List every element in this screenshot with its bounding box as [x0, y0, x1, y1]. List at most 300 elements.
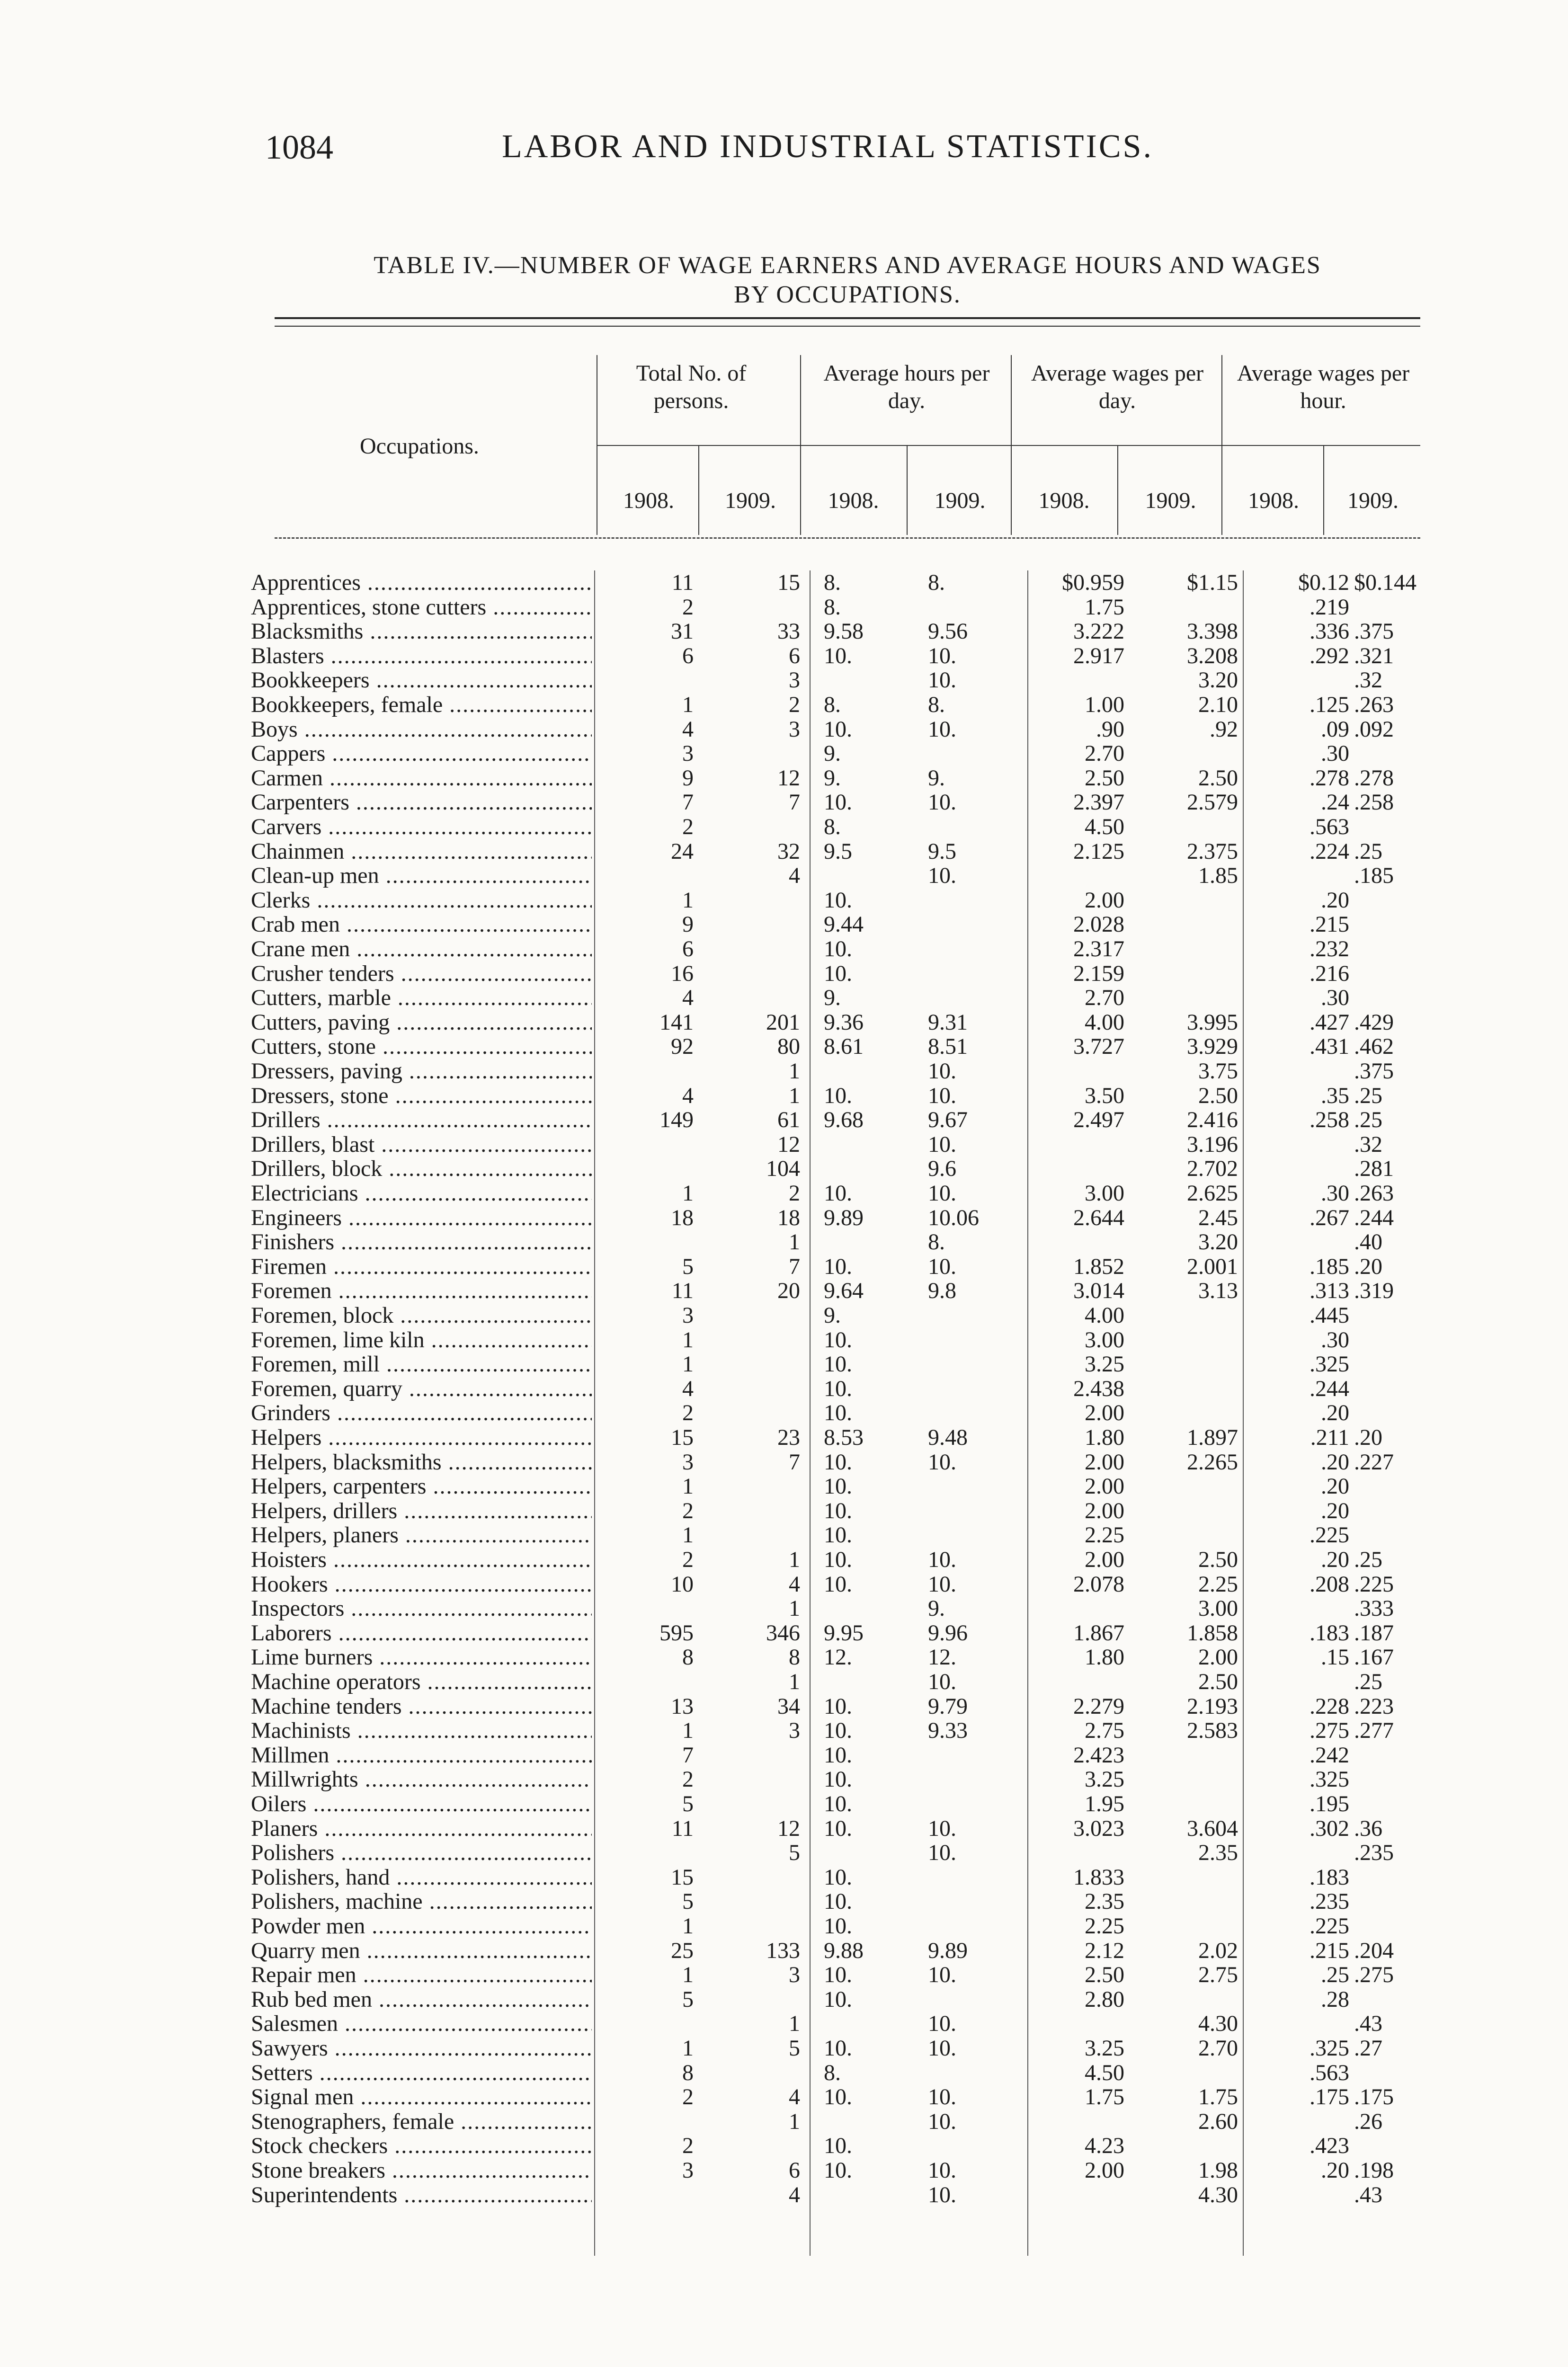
- table-cell: 2.75: [1085, 1718, 1124, 1744]
- occupation-label: Hookers .....: [251, 1572, 592, 1597]
- table-cell: 9.56: [928, 619, 968, 644]
- table-cell: 3.014: [1073, 1278, 1124, 1304]
- table-cell: 7: [789, 790, 800, 815]
- table-cell: .258: [1310, 1107, 1349, 1133]
- occupation-label: Helpers, carpenters .....: [251, 1474, 592, 1499]
- table-cell: 10.: [824, 936, 852, 961]
- table-cell: 3.13: [1198, 1278, 1238, 1304]
- table-cell: 10.: [824, 1181, 852, 1206]
- table-cell: 3: [682, 1449, 694, 1475]
- table-cell: 141: [659, 1009, 694, 1035]
- table-cell: 5: [682, 1889, 694, 1914]
- table-cell: 18: [671, 1205, 694, 1230]
- table-row: [251, 2036, 1425, 2061]
- table-cell: 3: [789, 716, 800, 742]
- table-row: [251, 1132, 1425, 1157]
- table-row: [251, 1816, 1425, 1841]
- table-cell: 33: [777, 619, 800, 644]
- table-cell: 18: [777, 1205, 800, 1230]
- table-cell: .25: [1354, 1547, 1382, 1572]
- table-cell: 2.279: [1073, 1693, 1124, 1719]
- table-cell: 2.25: [1085, 1913, 1124, 1939]
- table-cell: 10.: [928, 1571, 956, 1597]
- running-title: LABOR AND INDUSTRIAL STATISTICS.: [502, 128, 1153, 165]
- table-cell: 10.: [824, 1693, 852, 1719]
- table-cell: 13: [671, 1693, 694, 1719]
- occupation-label: Stone breakers .....: [251, 2158, 592, 2183]
- occupation-label: Sawyers .....: [251, 2036, 592, 2061]
- table-cell: 10.: [824, 2084, 852, 2110]
- table-cell: 3: [682, 2158, 694, 2183]
- table-cell: .275: [1354, 1962, 1394, 1988]
- table-cell: 9.67: [928, 1107, 968, 1133]
- occupation-label: Millmen .....: [251, 1743, 592, 1768]
- page-header: [265, 128, 1449, 189]
- occupation-label: Planers .....: [251, 1816, 592, 1841]
- table-cell: 9.: [928, 1596, 945, 1621]
- table-cell: .20: [1321, 1474, 1349, 1499]
- table-cell: 9.31: [928, 1009, 968, 1035]
- table-cell: .092: [1354, 716, 1394, 742]
- table-cell: 2.45: [1198, 1205, 1238, 1230]
- table-cell: 7: [789, 1254, 800, 1279]
- table-cell: 2.125: [1073, 838, 1124, 864]
- occupation-label: Cutters, paving .....: [251, 1010, 592, 1035]
- table-row: [251, 2158, 1425, 2183]
- table-cell: 2: [789, 1181, 800, 1206]
- table-row: [251, 912, 1425, 937]
- table-cell: .258: [1354, 790, 1394, 815]
- occupation-label: Machine operators .....: [251, 1670, 592, 1694]
- table-row: [251, 1572, 1425, 1597]
- table-cell: 2.35: [1085, 1889, 1124, 1914]
- table-cell: 8.51: [928, 1034, 968, 1059]
- table-row: [251, 1548, 1425, 1572]
- table-cell: 2.50: [1085, 1962, 1124, 1988]
- table-cell: 6: [789, 643, 800, 668]
- table-row: [251, 2109, 1425, 2134]
- occupation-label: Bookkeepers .....: [251, 668, 592, 693]
- table-cell: 3.208: [1187, 643, 1238, 668]
- table-cell: 8.: [824, 570, 841, 595]
- table-cell: .244: [1354, 1205, 1394, 1230]
- table-cell: 3.023: [1073, 1815, 1124, 1841]
- table-row: [251, 839, 1425, 864]
- table-cell: 2.50: [1198, 1547, 1238, 1572]
- table-cell: .20: [1321, 2158, 1349, 2183]
- table-cell: 10.: [824, 790, 852, 815]
- table-cell: .30: [1321, 1181, 1349, 1206]
- table-cell: 10.: [824, 643, 852, 668]
- table-cell: 2.416: [1187, 1107, 1238, 1133]
- occupation-label: Cutters, stone .....: [251, 1034, 592, 1059]
- table-cell: 2: [682, 2084, 694, 2110]
- table-cell: 1: [789, 2011, 800, 2037]
- occupation-label: Crab men .....: [251, 912, 592, 937]
- table-row: [251, 1352, 1425, 1377]
- occupation-label: Foremen, quarry .....: [251, 1377, 592, 1401]
- table-cell: .223: [1354, 1693, 1394, 1719]
- table-cell: 1.98: [1198, 2158, 1238, 2183]
- table-cell: 10.: [824, 961, 852, 986]
- table-cell: .244: [1310, 1376, 1349, 1401]
- table-row: [251, 1255, 1425, 1279]
- table-cell: 80: [777, 1034, 800, 1059]
- table-row: [251, 1889, 1425, 1914]
- occupation-label: Signal men .....: [251, 2085, 592, 2109]
- table-cell: 1: [789, 1596, 800, 1621]
- table-cell: 10.: [928, 1181, 956, 1206]
- table-row: [251, 1963, 1425, 1987]
- table-cell: 8.: [824, 594, 841, 620]
- table-cell: 3.00: [1085, 1181, 1124, 1206]
- occupation-label: Helpers, planers .....: [251, 1523, 592, 1548]
- table-cell: $0.12: [1298, 570, 1349, 595]
- occupation-label: Cutters, marble .....: [251, 986, 592, 1010]
- table-row: [251, 1450, 1425, 1475]
- table-cell: 15: [671, 1425, 694, 1450]
- table-cell: .20: [1321, 1547, 1349, 1572]
- table-title-line-2: BY OCCUPATIONS.: [734, 281, 961, 308]
- table-cell: 2.583: [1187, 1718, 1238, 1744]
- table-cell: .278: [1354, 765, 1394, 791]
- table-cell: 1.75: [1085, 2084, 1124, 2110]
- table-cell: 7: [682, 790, 694, 815]
- table-cell: 10.: [928, 2084, 956, 2110]
- occupation-label: Stenographers, female .....: [251, 2109, 592, 2134]
- table-cell: 8.: [824, 692, 841, 717]
- table-cell: 1: [682, 1474, 694, 1499]
- table-cell: .167: [1354, 1645, 1394, 1670]
- table-cell: 2.10: [1198, 692, 1238, 717]
- table-cell: 2.60: [1198, 2109, 1238, 2134]
- table-cell: .175: [1310, 2084, 1349, 2110]
- table-cell: 1: [682, 887, 694, 913]
- year-header: 1909.: [1347, 488, 1399, 513]
- table-cell: 1.75: [1085, 594, 1124, 620]
- table-cell: 9.: [928, 765, 945, 791]
- table-cell: 10.: [928, 1962, 956, 1988]
- header-divider: [698, 445, 699, 535]
- table-cell: 2.25: [1085, 1522, 1124, 1548]
- table-cell: 3.929: [1187, 1034, 1238, 1059]
- table-cell: .211: [1310, 1425, 1349, 1450]
- occupation-label: Powder men .....: [251, 1914, 592, 1939]
- header-bottom-rule: [275, 537, 1420, 539]
- occupation-label: Bookkeepers, female .....: [251, 693, 592, 717]
- table-cell: 92: [671, 1034, 694, 1059]
- total-persons-header: Total No. of persons.: [636, 361, 747, 413]
- table-cell: 9.68: [824, 1107, 864, 1133]
- table-cell: 6: [682, 643, 694, 668]
- table-cell: 2.35: [1198, 1840, 1238, 1866]
- table-row: [251, 1865, 1425, 1890]
- header-divider: [907, 445, 908, 535]
- table-cell: 23: [777, 1425, 800, 1450]
- occupation-label: Grinders .....: [251, 1401, 592, 1425]
- table-cell: .215: [1310, 912, 1349, 937]
- table-cell: .235: [1354, 1840, 1394, 1866]
- table-row: [251, 1645, 1425, 1670]
- table-cell: 10.: [824, 1449, 852, 1475]
- occupation-label: Quarry men .....: [251, 1939, 592, 1963]
- table-cell: .09: [1321, 716, 1349, 742]
- occupation-label: Chainmen .....: [251, 839, 592, 864]
- table-row: [251, 1743, 1425, 1768]
- table-cell: 2.00: [1085, 1498, 1124, 1523]
- table-cell: .24: [1321, 790, 1349, 815]
- table-cell: 2.70: [1085, 985, 1124, 1011]
- table-cell: 10.: [824, 2036, 852, 2061]
- table-row: [251, 1108, 1425, 1132]
- table-row: [251, 815, 1425, 839]
- table-cell: 2.028: [1073, 912, 1124, 937]
- table-cell: 4.50: [1085, 814, 1124, 839]
- table-cell: 3: [789, 667, 800, 693]
- table-cell: 6: [682, 936, 694, 961]
- occupation-label: Laborers .....: [251, 1621, 592, 1646]
- table-cell: 10.: [928, 1059, 956, 1084]
- table-cell: 1: [682, 1327, 694, 1353]
- occupation-label: Boys .....: [251, 717, 592, 742]
- occupation-label: Setters .....: [251, 2061, 592, 2085]
- table-cell: 10.06: [928, 1205, 979, 1230]
- table-row: [251, 2085, 1425, 2109]
- table-cell: 1.95: [1085, 1791, 1124, 1816]
- occupation-label: Electricians .....: [251, 1181, 592, 1206]
- table-cell: 2: [682, 594, 694, 620]
- table-cell: 8.: [824, 2060, 841, 2085]
- table-cell: 595: [659, 1620, 694, 1646]
- table-cell: 8.53: [824, 1425, 864, 1450]
- table-cell: 1.858: [1187, 1620, 1238, 1646]
- table-cell: 2.00: [1198, 1645, 1238, 1670]
- table-cell: 1.00: [1085, 692, 1124, 717]
- occupation-label: Foremen, lime kiln .....: [251, 1328, 592, 1353]
- occupation-label: Blacksmiths .....: [251, 619, 592, 644]
- table-cell: 3.50: [1085, 1083, 1124, 1108]
- table-cell: 10.: [928, 1449, 956, 1475]
- table-row: [251, 1939, 1425, 1963]
- table-cell: 10.: [928, 2011, 956, 2037]
- table-row: [251, 1474, 1425, 1499]
- table-cell: .185: [1354, 863, 1394, 889]
- table-row: [251, 1596, 1425, 1621]
- table-cell: 1: [682, 1181, 694, 1206]
- table-cell: 3: [682, 1303, 694, 1328]
- table-cell: 2.50: [1198, 765, 1238, 791]
- table-cell: .32: [1354, 1131, 1382, 1157]
- table-row: [251, 888, 1425, 913]
- table-cell: 104: [766, 1156, 800, 1182]
- table-cell: .175: [1354, 2084, 1394, 2110]
- table-cell: 2.70: [1085, 741, 1124, 766]
- table-cell: 2: [682, 2133, 694, 2159]
- table-cell: 2.00: [1085, 1474, 1124, 1499]
- table-cell: .225: [1310, 1913, 1349, 1939]
- table-cell: 3.20: [1198, 667, 1238, 693]
- table-cell: 3.00: [1085, 1327, 1124, 1353]
- table-cell: 10.: [928, 1815, 956, 1841]
- table-cell: 2.25: [1198, 1571, 1238, 1597]
- table-cell: .429: [1354, 1009, 1394, 1035]
- table-cell: 9: [682, 912, 694, 937]
- table-cell: .277: [1354, 1718, 1394, 1744]
- occupation-label: Machinists .....: [251, 1718, 592, 1743]
- table-cell: 9.89: [824, 1205, 864, 1230]
- table-row: [251, 1377, 1425, 1401]
- table-cell: 9.8: [928, 1278, 956, 1304]
- table-cell: 10.: [928, 2158, 956, 2183]
- table-row: [251, 2061, 1425, 2085]
- table-cell: 2.02: [1198, 1938, 1238, 1963]
- table-cell: 3.75: [1198, 1059, 1238, 1084]
- table-cell: .185: [1310, 1254, 1349, 1279]
- year-header: 1909.: [725, 488, 776, 513]
- table-cell: 1.833: [1073, 1864, 1124, 1890]
- table-cell: .225: [1310, 1522, 1349, 1548]
- table-cell: .375: [1354, 1059, 1394, 1084]
- table-cell: 10.: [824, 1913, 852, 1939]
- table-row: [251, 1279, 1425, 1303]
- table-cell: 4.30: [1198, 2011, 1238, 2037]
- table-cell: 1: [789, 1059, 800, 1084]
- table-cell: 10.: [824, 1571, 852, 1597]
- table-cell: 15: [777, 570, 800, 595]
- occupation-label: Carvers .....: [251, 815, 592, 839]
- table-cell: .25: [1354, 838, 1382, 864]
- table-cell: 10.: [824, 1522, 852, 1548]
- table-cell: 10.: [824, 1791, 852, 1816]
- table-cell: 1.897: [1187, 1425, 1238, 1450]
- table-cell: 1: [682, 1962, 694, 1988]
- page-number: 1084: [265, 128, 333, 166]
- table-cell: 10.: [824, 1254, 852, 1279]
- table-cell: 1.80: [1085, 1425, 1124, 1450]
- table-cell: 201: [766, 1009, 800, 1035]
- table-cell: 10.: [824, 1376, 852, 1401]
- table-cell: .445: [1310, 1303, 1349, 1328]
- table-cell: 5: [682, 1254, 694, 1279]
- occupation-label: Rub bed men .....: [251, 1987, 592, 2012]
- table-cell: 8: [682, 2060, 694, 2085]
- table-row: [251, 1621, 1425, 1646]
- table-cell: 9.95: [824, 1620, 864, 1646]
- table-cell: 11: [671, 570, 694, 595]
- table-cell: .319: [1354, 1278, 1394, 1304]
- table-cell: 9.33: [928, 1718, 968, 1744]
- table-cell: .28: [1321, 1986, 1349, 2012]
- table-cell: 2.75: [1198, 1962, 1238, 1988]
- table-cell: 9.: [824, 1303, 841, 1328]
- table-row: [251, 1401, 1425, 1425]
- table-cell: 4.23: [1085, 2133, 1124, 2159]
- table-cell: 9.36: [824, 1009, 864, 1035]
- table-cell: .30: [1321, 985, 1349, 1011]
- table-row: [251, 2183, 1425, 2207]
- table-row: [251, 1328, 1425, 1353]
- table-cell: 4.50: [1085, 2060, 1124, 2085]
- table-cell: 10.: [928, 1840, 956, 1866]
- table-row: [251, 1157, 1425, 1181]
- table-cell: .302: [1310, 1815, 1349, 1841]
- table-cell: 2.001: [1187, 1254, 1238, 1279]
- occupation-label: Foremen .....: [251, 1279, 592, 1303]
- table-cell: .20: [1354, 1254, 1382, 1279]
- table-cell: 10.: [824, 1718, 852, 1744]
- header-mid-rule: [597, 445, 1420, 446]
- table-row: [251, 2134, 1425, 2158]
- table-cell: 2.579: [1187, 790, 1238, 815]
- table-row: [251, 570, 1425, 595]
- table-cell: 2.317: [1073, 936, 1124, 961]
- table-cell: 9: [682, 765, 694, 791]
- table-cell: .225: [1354, 1571, 1394, 1597]
- table-cell: .40: [1354, 1229, 1382, 1255]
- occupation-label: Machine tenders .....: [251, 1694, 592, 1719]
- table-row: [251, 1059, 1425, 1084]
- table-cell: .292: [1310, 643, 1349, 668]
- table-cell: 8.: [928, 1229, 945, 1255]
- table-cell: .267: [1310, 1205, 1349, 1230]
- table-cell: $1.15: [1187, 570, 1238, 595]
- table-row: [251, 1181, 1425, 1206]
- table-cell: 4: [682, 716, 694, 742]
- table-cell: .232: [1310, 936, 1349, 961]
- table-cell: 3: [789, 1962, 800, 1988]
- year-header: 1908.: [1248, 488, 1299, 513]
- table-cell: 2.00: [1085, 1449, 1124, 1475]
- table-cell: 4: [682, 1376, 694, 1401]
- table-cell: 1: [789, 1547, 800, 1572]
- table-cell: 8.: [928, 692, 945, 717]
- table-cell: 4.00: [1085, 1009, 1124, 1035]
- occupation-label: Oilers .....: [251, 1792, 592, 1816]
- table-cell: 2: [789, 692, 800, 717]
- year-header: 1909.: [1145, 488, 1196, 513]
- table-cell: .313: [1310, 1278, 1349, 1304]
- occupation-label: Clean-up men .....: [251, 863, 592, 888]
- table-cell: .20: [1321, 1498, 1349, 1523]
- table-cell: 3.20: [1198, 1229, 1238, 1255]
- table-cell: 2.00: [1085, 1400, 1124, 1426]
- table-cell: 12: [777, 1131, 800, 1157]
- table-cell: 3.995: [1187, 1009, 1238, 1035]
- table-cell: 1.85: [1198, 863, 1238, 889]
- occupation-label: Apprentices, stone cutters .....: [251, 595, 592, 620]
- table-cell: 2.644: [1073, 1205, 1124, 1230]
- occupation-label: Lime burners .....: [251, 1645, 592, 1670]
- table-row: [251, 1792, 1425, 1816]
- table-row: [251, 741, 1425, 766]
- occupation-label: Dressers, paving .....: [251, 1059, 592, 1084]
- table-cell: 9.5: [824, 838, 852, 864]
- table-cell: 10.: [928, 1254, 956, 1279]
- table-cell: .462: [1354, 1034, 1394, 1059]
- occupation-label: Drillers, block .....: [251, 1157, 592, 1181]
- table-cell: 7: [682, 1742, 694, 1768]
- table-cell: 10.: [928, 1669, 956, 1694]
- table-cell: 1.852: [1073, 1254, 1124, 1279]
- table-title: [275, 251, 1420, 310]
- table-cell: .325: [1310, 1352, 1349, 1377]
- table-row: [251, 1914, 1425, 1939]
- table-cell: .27: [1354, 2036, 1382, 2061]
- table-cell: 1: [789, 2109, 800, 2134]
- table-cell: .219: [1310, 594, 1349, 620]
- avg-wages-hour-header: Average wages per hour.: [1237, 361, 1410, 413]
- table-cell: 4: [789, 863, 800, 889]
